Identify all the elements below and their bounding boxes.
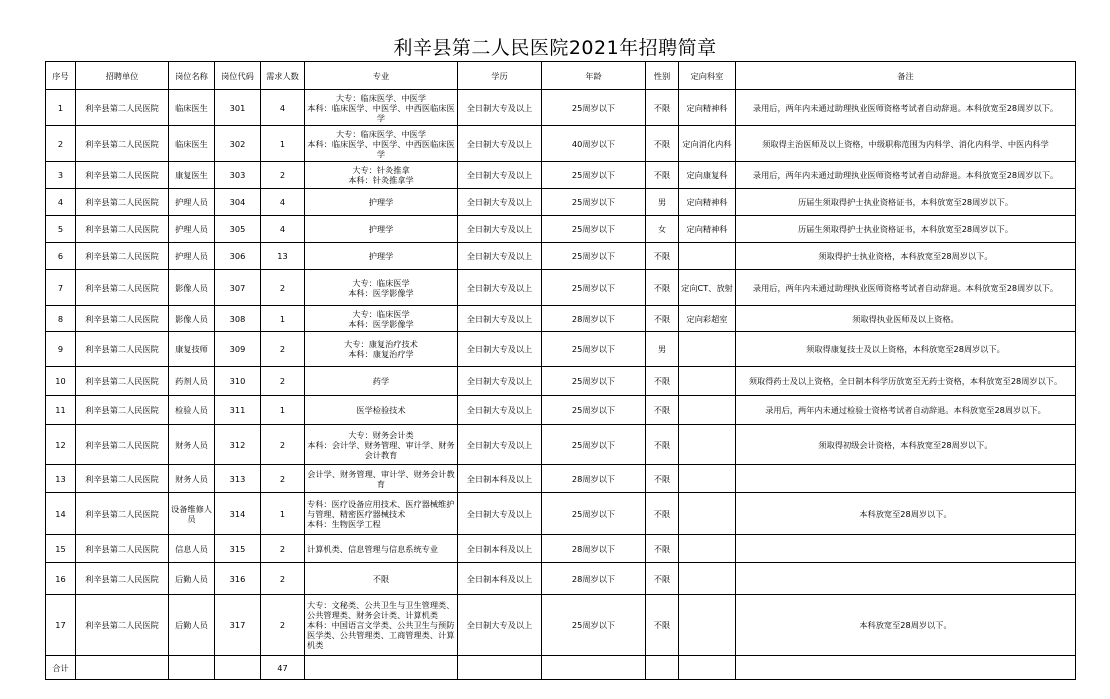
note-cell xyxy=(736,535,1076,563)
note-cell: 录用后，两年内未通过助理执业医师资格考试者自动辞退。本科放宽至28周岁以下。 xyxy=(736,90,1076,126)
note-cell xyxy=(736,465,1076,493)
department-cell xyxy=(679,465,736,493)
header-cell: 备注 xyxy=(736,62,1076,90)
row-number: 2 xyxy=(46,126,76,162)
note-cell xyxy=(736,563,1076,595)
unit-cell: 利辛县第二人民医院 xyxy=(76,90,169,126)
major-cell: 大专：临床医学、中医学 本科：临床医学、中医学、中西医临床医学 xyxy=(305,126,458,162)
count-cell: 1 xyxy=(261,396,305,425)
post-code-cell: 312 xyxy=(215,425,261,465)
post-cell: 康复技师 xyxy=(169,332,215,367)
gender-cell: 不限 xyxy=(646,425,679,465)
department-cell: 定向精神科 xyxy=(679,90,736,126)
unit-cell: 利辛县第二人民医院 xyxy=(76,306,169,332)
department-cell: 定向CT、放射 xyxy=(679,270,736,306)
education-cell: 全日制大专及以上 xyxy=(458,90,542,126)
table-cell xyxy=(542,656,646,680)
header-cell: 序号 xyxy=(46,62,76,90)
row-number: 14 xyxy=(46,493,76,535)
age-cell: 28周岁以下 xyxy=(542,306,646,332)
education-cell: 全日制大专及以上 xyxy=(458,216,542,243)
education-cell: 全日制本科及以上 xyxy=(458,535,542,563)
post-code-cell: 301 xyxy=(215,90,261,126)
unit-cell: 利辛县第二人民医院 xyxy=(76,595,169,656)
gender-cell: 不限 xyxy=(646,367,679,396)
age-cell: 25周岁以下 xyxy=(542,189,646,216)
count-cell: 1 xyxy=(261,126,305,162)
header-cell: 招聘单位 xyxy=(76,62,169,90)
post-cell: 护理人员 xyxy=(169,189,215,216)
unit-cell: 利辛县第二人民医院 xyxy=(76,270,169,306)
education-cell: 全日制大专及以上 xyxy=(458,126,542,162)
post-cell: 后勤人员 xyxy=(169,563,215,595)
age-cell: 28周岁以下 xyxy=(542,563,646,595)
department-cell xyxy=(679,425,736,465)
age-cell: 25周岁以下 xyxy=(542,367,646,396)
unit-cell: 利辛县第二人民医院 xyxy=(76,396,169,425)
major-cell: 会计学、财务管理、审计学、财务会计教育 xyxy=(305,465,458,493)
department-cell xyxy=(679,243,736,270)
count-cell: 4 xyxy=(261,189,305,216)
department-cell: 定向消化内科 xyxy=(679,126,736,162)
note-cell: 历届生须取得护士执业资格证书，本科放宽至28周岁以下。 xyxy=(736,216,1076,243)
gender-cell: 男 xyxy=(646,189,679,216)
note-cell: 本科放宽至28周岁以下。 xyxy=(736,493,1076,535)
major-cell: 大专：临床医学 本科：医学影像学 xyxy=(305,306,458,332)
row-number: 12 xyxy=(46,425,76,465)
header-cell: 学历 xyxy=(458,62,542,90)
major-cell: 不限 xyxy=(305,563,458,595)
unit-cell: 利辛县第二人民医院 xyxy=(76,126,169,162)
unit-cell: 利辛县第二人民医院 xyxy=(76,189,169,216)
row-number: 6 xyxy=(46,243,76,270)
post-cell: 信息人员 xyxy=(169,535,215,563)
education-cell: 全日制大专及以上 xyxy=(458,243,542,270)
education-cell: 全日制大专及以上 xyxy=(458,270,542,306)
note-cell: 须取得康复技士及以上资格，本科放宽至28周岁以下。 xyxy=(736,332,1076,367)
major-cell: 护理学 xyxy=(305,189,458,216)
count-cell: 2 xyxy=(261,465,305,493)
row-number: 9 xyxy=(46,332,76,367)
post-cell: 影像人员 xyxy=(169,270,215,306)
education-cell: 全日制大专及以上 xyxy=(458,396,542,425)
department-cell: 定向精神科 xyxy=(679,216,736,243)
table-cell xyxy=(76,656,169,680)
major-cell: 专科：医疗设备应用技术、医疗器械维护与管理、精密医疗器械技术 本科：生物医学工程 xyxy=(305,493,458,535)
row-number: 3 xyxy=(46,162,76,189)
count-cell: 1 xyxy=(261,493,305,535)
department-cell xyxy=(679,367,736,396)
count-cell: 4 xyxy=(261,90,305,126)
table-cell xyxy=(458,656,542,680)
unit-cell: 利辛县第二人民医院 xyxy=(76,162,169,189)
table-row xyxy=(46,332,1076,367)
gender-cell: 不限 xyxy=(646,90,679,126)
header-cell: 岗位代码 xyxy=(215,62,261,90)
department-cell: 定向彩超室 xyxy=(679,306,736,332)
gender-cell: 不限 xyxy=(646,493,679,535)
note-cell: 录用后，两年内未通过助理执业医师资格考试者自动辞退。本科放宽至28周岁以下。 xyxy=(736,270,1076,306)
major-cell: 护理学 xyxy=(305,243,458,270)
education-cell: 全日制大专及以上 xyxy=(458,332,542,367)
age-cell: 40周岁以下 xyxy=(542,126,646,162)
post-cell: 临床医生 xyxy=(169,90,215,126)
age-cell: 25周岁以下 xyxy=(542,243,646,270)
major-cell: 药学 xyxy=(305,367,458,396)
count-cell: 2 xyxy=(261,162,305,189)
header-cell: 性别 xyxy=(646,62,679,90)
table-row xyxy=(46,396,1076,425)
post-code-cell: 317 xyxy=(215,595,261,656)
row-number: 11 xyxy=(46,396,76,425)
gender-cell: 不限 xyxy=(646,396,679,425)
gender-cell: 不限 xyxy=(646,243,679,270)
post-cell: 设备维修人员 xyxy=(169,493,215,535)
post-code-cell: 310 xyxy=(215,367,261,396)
education-cell: 全日制本科及以上 xyxy=(458,465,542,493)
unit-cell: 利辛县第二人民医院 xyxy=(76,493,169,535)
header-cell: 年龄 xyxy=(542,62,646,90)
row-number: 8 xyxy=(46,306,76,332)
count-cell: 2 xyxy=(261,367,305,396)
post-code-cell: 313 xyxy=(215,465,261,493)
major-cell: 大专：康复治疗技术 本科：康复治疗学 xyxy=(305,332,458,367)
gender-cell: 不限 xyxy=(646,465,679,493)
post-cell: 药剂人员 xyxy=(169,367,215,396)
gender-cell: 不限 xyxy=(646,270,679,306)
row-number: 17 xyxy=(46,595,76,656)
major-cell: 大专：针灸推拿 本科：针灸推拿学 xyxy=(305,162,458,189)
total-label: 合计 xyxy=(46,656,76,680)
note-cell: 历届生须取得护士执业资格证书，本科放宽至28周岁以下。 xyxy=(736,189,1076,216)
table-row xyxy=(46,126,1076,162)
gender-cell: 不限 xyxy=(646,595,679,656)
post-cell: 护理人员 xyxy=(169,243,215,270)
count-cell: 13 xyxy=(261,243,305,270)
post-cell: 财务人员 xyxy=(169,425,215,465)
header-cell: 需求人数 xyxy=(261,62,305,90)
count-cell: 2 xyxy=(261,595,305,656)
post-cell: 临床医生 xyxy=(169,126,215,162)
row-number: 10 xyxy=(46,367,76,396)
count-cell: 1 xyxy=(261,306,305,332)
post-cell: 财务人员 xyxy=(169,465,215,493)
page-title: 利辛县第二人民医院2021年招聘简章 xyxy=(393,37,717,59)
department-cell xyxy=(679,493,736,535)
post-code-cell: 305 xyxy=(215,216,261,243)
table-cell xyxy=(169,656,215,680)
row-number: 16 xyxy=(46,563,76,595)
unit-cell: 利辛县第二人民医院 xyxy=(76,563,169,595)
table-row xyxy=(46,493,1076,535)
table-row xyxy=(46,595,1076,656)
gender-cell: 不限 xyxy=(646,306,679,332)
age-cell: 28周岁以下 xyxy=(542,465,646,493)
gender-cell: 女 xyxy=(646,216,679,243)
note-cell: 须取得执业医师及以上资格。 xyxy=(736,306,1076,332)
total-count: 47 xyxy=(261,656,305,680)
post-code-cell: 314 xyxy=(215,493,261,535)
table-cell xyxy=(736,656,1076,680)
education-cell: 全日制大专及以上 xyxy=(458,595,542,656)
age-cell: 28周岁以下 xyxy=(542,535,646,563)
department-cell xyxy=(679,332,736,367)
unit-cell: 利辛县第二人民医院 xyxy=(76,216,169,243)
note-cell: 须取得主治医师及以上资格，中级职称范围为内科学、消化内科学、中医内科学 xyxy=(736,126,1076,162)
education-cell: 全日制大专及以上 xyxy=(458,493,542,535)
age-cell: 25周岁以下 xyxy=(542,396,646,425)
row-number: 7 xyxy=(46,270,76,306)
count-cell: 2 xyxy=(261,563,305,595)
major-cell: 大专：临床医学、中医学 本科：临床医学、中医学、中西医临床医学 xyxy=(305,90,458,126)
post-cell: 护理人员 xyxy=(169,216,215,243)
count-cell: 2 xyxy=(261,332,305,367)
department-cell: 定向康复科 xyxy=(679,162,736,189)
note-cell: 本科放宽至28周岁以下。 xyxy=(736,595,1076,656)
table-cell xyxy=(679,656,736,680)
major-cell: 医学检验技术 xyxy=(305,396,458,425)
gender-cell: 不限 xyxy=(646,563,679,595)
header-cell: 定向科室 xyxy=(679,62,736,90)
table-row xyxy=(46,162,1076,189)
table-row xyxy=(46,425,1076,465)
post-code-cell: 307 xyxy=(215,270,261,306)
note-cell: 须取得药士及以上资格，全日制本科学历放宽至无药士资格，本科放宽至28周岁以下。 xyxy=(736,367,1076,396)
gender-cell: 男 xyxy=(646,332,679,367)
unit-cell: 利辛县第二人民医院 xyxy=(76,243,169,270)
post-code-cell: 309 xyxy=(215,332,261,367)
count-cell: 2 xyxy=(261,270,305,306)
major-cell: 大专：文秘类、公共卫生与卫生管理类、公共管理类、财务会计类、计算机类 本科：中国语言文学类、公共卫生与预防医学类、公共管理类、工商管理类、计算机类 xyxy=(305,595,458,656)
header-cell: 专业 xyxy=(305,62,458,90)
table-row xyxy=(46,535,1076,563)
post-code-cell: 308 xyxy=(215,306,261,332)
unit-cell: 利辛县第二人民医院 xyxy=(76,465,169,493)
header-row xyxy=(46,62,1076,90)
post-code-cell: 315 xyxy=(215,535,261,563)
age-cell: 25周岁以下 xyxy=(542,493,646,535)
table-cell xyxy=(305,656,458,680)
recruitment-table xyxy=(45,61,1076,680)
education-cell: 全日制大专及以上 xyxy=(458,425,542,465)
department-cell: 定向精神科 xyxy=(679,189,736,216)
major-cell: 大专：临床医学 本科：医学影像学 xyxy=(305,270,458,306)
gender-cell: 不限 xyxy=(646,535,679,563)
row-number: 15 xyxy=(46,535,76,563)
age-cell: 25周岁以下 xyxy=(542,332,646,367)
unit-cell: 利辛县第二人民医院 xyxy=(76,332,169,367)
post-code-cell: 306 xyxy=(215,243,261,270)
major-cell: 护理学 xyxy=(305,216,458,243)
header-cell: 岗位名称 xyxy=(169,62,215,90)
count-cell: 2 xyxy=(261,425,305,465)
age-cell: 25周岁以下 xyxy=(542,595,646,656)
unit-cell: 利辛县第二人民医院 xyxy=(76,425,169,465)
table-cell xyxy=(215,656,261,680)
total-row xyxy=(46,656,1076,680)
row-number: 1 xyxy=(46,90,76,126)
major-cell: 大专：财务会计类 本科：会计学、财务管理、审计学、财务会计教育 xyxy=(305,425,458,465)
age-cell: 25周岁以下 xyxy=(542,270,646,306)
table-row xyxy=(46,306,1076,332)
table-row xyxy=(46,563,1076,595)
row-number: 13 xyxy=(46,465,76,493)
post-code-cell: 302 xyxy=(215,126,261,162)
table-row xyxy=(46,465,1076,493)
age-cell: 25周岁以下 xyxy=(542,216,646,243)
age-cell: 25周岁以下 xyxy=(542,162,646,189)
table-row xyxy=(46,243,1076,270)
post-cell: 康复医生 xyxy=(169,162,215,189)
education-cell: 全日制大专及以上 xyxy=(458,162,542,189)
table-cell xyxy=(646,656,679,680)
gender-cell: 不限 xyxy=(646,126,679,162)
table-row xyxy=(46,90,1076,126)
note-cell: 须取得初级会计资格，本科放宽至28周岁以下。 xyxy=(736,425,1076,465)
post-code-cell: 316 xyxy=(215,563,261,595)
education-cell: 全日制大专及以上 xyxy=(458,367,542,396)
row-number: 4 xyxy=(46,189,76,216)
count-cell: 4 xyxy=(261,216,305,243)
age-cell: 25周岁以下 xyxy=(542,425,646,465)
post-code-cell: 304 xyxy=(215,189,261,216)
table-row xyxy=(46,189,1076,216)
row-number: 5 xyxy=(46,216,76,243)
note-cell: 须取得护士执业资格，本科放宽至28周岁以下。 xyxy=(736,243,1076,270)
table-row xyxy=(46,367,1076,396)
post-code-cell: 311 xyxy=(215,396,261,425)
department-cell xyxy=(679,396,736,425)
post-cell: 检验人员 xyxy=(169,396,215,425)
gender-cell: 不限 xyxy=(646,162,679,189)
unit-cell: 利辛县第二人民医院 xyxy=(76,535,169,563)
count-cell: 2 xyxy=(261,535,305,563)
note-cell: 录用后，两年内未通过检验士资格考试者自动辞退。本科放宽至28周岁以下。 xyxy=(736,396,1076,425)
department-cell xyxy=(679,595,736,656)
age-cell: 25周岁以下 xyxy=(542,90,646,126)
department-cell xyxy=(679,563,736,595)
education-cell: 全日制大专及以上 xyxy=(458,189,542,216)
post-cell: 后勤人员 xyxy=(169,595,215,656)
education-cell: 全日制本科及以上 xyxy=(458,563,542,595)
unit-cell: 利辛县第二人民医院 xyxy=(76,367,169,396)
table-row xyxy=(46,270,1076,306)
post-code-cell: 303 xyxy=(215,162,261,189)
education-cell: 全日制大专及以上 xyxy=(458,306,542,332)
note-cell: 录用后，两年内未通过助理执业医师资格考试者自动辞退。本科放宽至28周岁以下。 xyxy=(736,162,1076,189)
table-row xyxy=(46,216,1076,243)
department-cell xyxy=(679,535,736,563)
major-cell: 计算机类、信息管理与信息系统专业 xyxy=(305,535,458,563)
post-cell: 影像人员 xyxy=(169,306,215,332)
